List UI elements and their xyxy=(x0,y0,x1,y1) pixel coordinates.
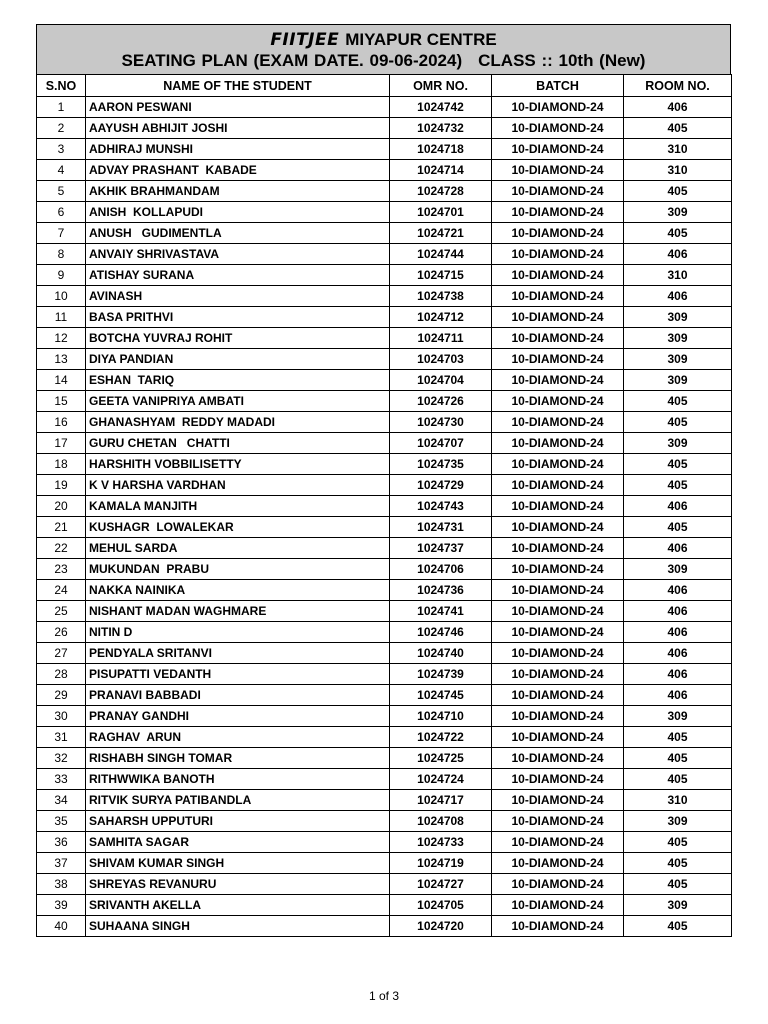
cell-sno: 28 xyxy=(37,664,86,685)
cell-student-name: SAMHITA SAGAR xyxy=(86,832,390,853)
cell-omr-no: 1024706 xyxy=(390,559,492,580)
cell-student-name: ANUSH GUDIMENTLA xyxy=(86,223,390,244)
cell-omr-no: 1024718 xyxy=(390,139,492,160)
cell-batch: 10-DIAMOND-24 xyxy=(492,391,624,412)
cell-student-name: RITHWWIKA BANOTH xyxy=(86,769,390,790)
cell-sno: 22 xyxy=(37,538,86,559)
cell-sno: 24 xyxy=(37,580,86,601)
cell-batch: 10-DIAMOND-24 xyxy=(492,223,624,244)
cell-student-name: AAYUSH ABHIJIT JOSHI xyxy=(86,118,390,139)
table-row xyxy=(37,391,732,412)
cell-sno: 32 xyxy=(37,748,86,769)
table-row xyxy=(37,139,732,160)
cell-student-name: SUHAANA SINGH xyxy=(86,916,390,937)
cell-room-no: 405 xyxy=(624,769,732,790)
cell-student-name: RAGHAV ARUN xyxy=(86,727,390,748)
table-row xyxy=(37,454,732,475)
cell-omr-no: 1024719 xyxy=(390,853,492,874)
cell-sno: 1 xyxy=(37,97,86,118)
cell-sno: 25 xyxy=(37,601,86,622)
cell-student-name: PISUPATTI VEDANTH xyxy=(86,664,390,685)
cell-room-no: 405 xyxy=(624,748,732,769)
cell-room-no: 406 xyxy=(624,601,732,622)
cell-batch: 10-DIAMOND-24 xyxy=(492,706,624,727)
cell-batch: 10-DIAMOND-24 xyxy=(492,244,624,265)
page-number: 1 of 3 xyxy=(368,989,400,1003)
cell-student-name: PRANAY GANDHI xyxy=(86,706,390,727)
table-row xyxy=(37,265,732,286)
centre-name: MIYAPUR CENTRE xyxy=(345,30,497,49)
cell-omr-no: 1024739 xyxy=(390,664,492,685)
cell-batch: 10-DIAMOND-24 xyxy=(492,181,624,202)
cell-room-no: 310 xyxy=(624,265,732,286)
cell-room-no: 309 xyxy=(624,433,732,454)
cell-sno: 15 xyxy=(37,391,86,412)
cell-sno: 21 xyxy=(37,517,86,538)
cell-batch: 10-DIAMOND-24 xyxy=(492,475,624,496)
table-row xyxy=(37,559,732,580)
cell-room-no: 309 xyxy=(624,307,732,328)
brand-logo-text: FIITJEE xyxy=(270,30,340,50)
cell-room-no: 406 xyxy=(624,685,732,706)
cell-room-no: 309 xyxy=(624,328,732,349)
cell-student-name: K V HARSHA VARDHAN xyxy=(86,475,390,496)
cell-sno: 4 xyxy=(37,160,86,181)
cell-batch: 10-DIAMOND-24 xyxy=(492,916,624,937)
cell-batch: 10-DIAMOND-24 xyxy=(492,286,624,307)
cell-sno: 14 xyxy=(37,370,86,391)
cell-sno: 30 xyxy=(37,706,86,727)
cell-omr-no: 1024737 xyxy=(390,538,492,559)
cell-omr-no: 1024708 xyxy=(390,811,492,832)
cell-student-name: RISHABH SINGH TOMAR xyxy=(86,748,390,769)
table-row xyxy=(37,517,732,538)
cell-student-name: NAKKA NAINIKA xyxy=(86,580,390,601)
document-header xyxy=(36,24,731,74)
cell-omr-no: 1024744 xyxy=(390,244,492,265)
cell-omr-no: 1024733 xyxy=(390,832,492,853)
header-line-2 xyxy=(37,50,730,72)
cell-omr-no: 1024715 xyxy=(390,265,492,286)
cell-student-name: MUKUNDAN PRABU xyxy=(86,559,390,580)
cell-student-name: SAHARSH UPPUTURI xyxy=(86,811,390,832)
cell-sno: 37 xyxy=(37,853,86,874)
cell-sno: 8 xyxy=(37,244,86,265)
cell-batch: 10-DIAMOND-24 xyxy=(492,139,624,160)
cell-batch: 10-DIAMOND-24 xyxy=(492,349,624,370)
cell-omr-no: 1024746 xyxy=(390,622,492,643)
cell-sno: 23 xyxy=(37,559,86,580)
seating-table xyxy=(36,74,732,937)
cell-sno: 27 xyxy=(37,643,86,664)
cell-batch: 10-DIAMOND-24 xyxy=(492,832,624,853)
table-row xyxy=(37,916,732,937)
table-row xyxy=(37,202,732,223)
cell-room-no: 406 xyxy=(624,97,732,118)
column-header-room: ROOM NO. xyxy=(624,75,732,97)
table-row xyxy=(37,370,732,391)
cell-room-no: 405 xyxy=(624,916,732,937)
cell-omr-no: 1024732 xyxy=(390,118,492,139)
cell-omr-no: 1024704 xyxy=(390,370,492,391)
cell-sno: 29 xyxy=(37,685,86,706)
cell-room-no: 406 xyxy=(624,496,732,517)
cell-batch: 10-DIAMOND-24 xyxy=(492,97,624,118)
column-header-omr: OMR NO. xyxy=(390,75,492,97)
cell-student-name: BASA PRITHVI xyxy=(86,307,390,328)
cell-batch: 10-DIAMOND-24 xyxy=(492,202,624,223)
cell-sno: 3 xyxy=(37,139,86,160)
cell-student-name: GHANASHYAM REDDY MADADI xyxy=(86,412,390,433)
cell-sno: 2 xyxy=(37,118,86,139)
table-row xyxy=(37,118,732,139)
cell-sno: 11 xyxy=(37,307,86,328)
cell-batch: 10-DIAMOND-24 xyxy=(492,622,624,643)
cell-batch: 10-DIAMOND-24 xyxy=(492,538,624,559)
cell-omr-no: 1024742 xyxy=(390,97,492,118)
cell-batch: 10-DIAMOND-24 xyxy=(492,790,624,811)
table-row xyxy=(37,181,732,202)
cell-omr-no: 1024726 xyxy=(390,391,492,412)
cell-room-no: 405 xyxy=(624,391,732,412)
cell-omr-no: 1024720 xyxy=(390,916,492,937)
cell-student-name: KAMALA MANJITH xyxy=(86,496,390,517)
table-row xyxy=(37,685,732,706)
table-row xyxy=(37,769,732,790)
table-row xyxy=(37,349,732,370)
cell-batch: 10-DIAMOND-24 xyxy=(492,748,624,769)
cell-sno: 20 xyxy=(37,496,86,517)
cell-omr-no: 1024722 xyxy=(390,727,492,748)
table-row xyxy=(37,664,732,685)
cell-room-no: 310 xyxy=(624,790,732,811)
cell-student-name: PRANAVI BABBADI xyxy=(86,685,390,706)
cell-sno: 40 xyxy=(37,916,86,937)
cell-batch: 10-DIAMOND-24 xyxy=(492,433,624,454)
cell-sno: 6 xyxy=(37,202,86,223)
cell-batch: 10-DIAMOND-24 xyxy=(492,160,624,181)
cell-room-no: 309 xyxy=(624,202,732,223)
table-row xyxy=(37,622,732,643)
cell-omr-no: 1024743 xyxy=(390,496,492,517)
cell-sno: 33 xyxy=(37,769,86,790)
cell-omr-no: 1024701 xyxy=(390,202,492,223)
cell-omr-no: 1024724 xyxy=(390,769,492,790)
table-row xyxy=(37,853,732,874)
cell-student-name: ESHAN TARIQ xyxy=(86,370,390,391)
cell-room-no: 405 xyxy=(624,853,732,874)
cell-sno: 36 xyxy=(37,832,86,853)
cell-omr-no: 1024736 xyxy=(390,580,492,601)
cell-batch: 10-DIAMOND-24 xyxy=(492,664,624,685)
cell-student-name: SHIVAM KUMAR SINGH xyxy=(86,853,390,874)
cell-room-no: 405 xyxy=(624,874,732,895)
cell-sno: 19 xyxy=(37,475,86,496)
cell-batch: 10-DIAMOND-24 xyxy=(492,895,624,916)
cell-room-no: 406 xyxy=(624,286,732,307)
cell-batch: 10-DIAMOND-24 xyxy=(492,265,624,286)
cell-sno: 38 xyxy=(37,874,86,895)
cell-omr-no: 1024731 xyxy=(390,517,492,538)
table-row xyxy=(37,97,732,118)
table-row xyxy=(37,643,732,664)
table-row xyxy=(37,244,732,265)
cell-student-name: ANISH KOLLAPUDI xyxy=(86,202,390,223)
table-row xyxy=(37,601,732,622)
cell-room-no: 405 xyxy=(624,832,732,853)
table-row xyxy=(37,727,732,748)
cell-student-name: BOTCHA YUVRAJ ROHIT xyxy=(86,328,390,349)
cell-sno: 9 xyxy=(37,265,86,286)
table-row xyxy=(37,790,732,811)
table-row xyxy=(37,580,732,601)
cell-student-name: HARSHITH VOBBILISETTY xyxy=(86,454,390,475)
table-row xyxy=(37,832,732,853)
column-header-batch: BATCH xyxy=(492,75,624,97)
cell-sno: 7 xyxy=(37,223,86,244)
cell-student-name: KUSHAGR LOWALEKAR xyxy=(86,517,390,538)
cell-batch: 10-DIAMOND-24 xyxy=(492,307,624,328)
cell-student-name: GURU CHETAN CHATTI xyxy=(86,433,390,454)
cell-batch: 10-DIAMOND-24 xyxy=(492,118,624,139)
cell-room-no: 406 xyxy=(624,622,732,643)
cell-batch: 10-DIAMOND-24 xyxy=(492,769,624,790)
table-row xyxy=(37,874,732,895)
cell-student-name: MEHUL SARDA xyxy=(86,538,390,559)
cell-student-name: DIYA PANDIAN xyxy=(86,349,390,370)
cell-batch: 10-DIAMOND-24 xyxy=(492,685,624,706)
seating-plan-sheet xyxy=(36,24,731,937)
cell-omr-no: 1024714 xyxy=(390,160,492,181)
cell-sno: 34 xyxy=(37,790,86,811)
cell-room-no: 406 xyxy=(624,580,732,601)
table-row xyxy=(37,538,732,559)
cell-batch: 10-DIAMOND-24 xyxy=(492,496,624,517)
table-row xyxy=(37,748,732,769)
cell-room-no: 405 xyxy=(624,118,732,139)
table-row xyxy=(37,286,732,307)
cell-student-name: ANVAIY SHRIVASTAVA xyxy=(86,244,390,265)
cell-room-no: 309 xyxy=(624,811,732,832)
table-row xyxy=(37,433,732,454)
cell-omr-no: 1024728 xyxy=(390,181,492,202)
cell-omr-no: 1024717 xyxy=(390,790,492,811)
cell-room-no: 310 xyxy=(624,160,732,181)
cell-room-no: 405 xyxy=(624,223,732,244)
cell-room-no: 405 xyxy=(624,181,732,202)
cell-omr-no: 1024740 xyxy=(390,643,492,664)
cell-batch: 10-DIAMOND-24 xyxy=(492,643,624,664)
cell-batch: 10-DIAMOND-24 xyxy=(492,811,624,832)
table-row xyxy=(37,307,732,328)
table-row xyxy=(37,160,732,181)
cell-omr-no: 1024710 xyxy=(390,706,492,727)
cell-batch: 10-DIAMOND-24 xyxy=(492,874,624,895)
cell-room-no: 405 xyxy=(624,454,732,475)
cell-omr-no: 1024727 xyxy=(390,874,492,895)
cell-student-name: SHREYAS REVANURU xyxy=(86,874,390,895)
cell-omr-no: 1024738 xyxy=(390,286,492,307)
cell-room-no: 405 xyxy=(624,475,732,496)
cell-student-name: ATISHAY SURANA xyxy=(86,265,390,286)
header-line-1 xyxy=(37,25,730,50)
cell-sno: 18 xyxy=(37,454,86,475)
cell-room-no: 405 xyxy=(624,517,732,538)
table-body xyxy=(37,97,732,937)
table-header-row xyxy=(37,75,732,97)
cell-omr-no: 1024721 xyxy=(390,223,492,244)
cell-student-name: ADHIRAJ MUNSHI xyxy=(86,139,390,160)
cell-sno: 17 xyxy=(37,433,86,454)
cell-room-no: 309 xyxy=(624,895,732,916)
cell-room-no: 405 xyxy=(624,412,732,433)
column-header-name: NAME OF THE STUDENT xyxy=(86,75,390,97)
cell-omr-no: 1024745 xyxy=(390,685,492,706)
cell-student-name: PENDYALA SRITANVI xyxy=(86,643,390,664)
table-row xyxy=(37,706,732,727)
cell-omr-no: 1024711 xyxy=(390,328,492,349)
cell-omr-no: 1024730 xyxy=(390,412,492,433)
cell-omr-no: 1024707 xyxy=(390,433,492,454)
table-row xyxy=(37,895,732,916)
cell-student-name: RITVIK SURYA PATIBANDLA xyxy=(86,790,390,811)
cell-omr-no: 1024705 xyxy=(390,895,492,916)
cell-room-no: 406 xyxy=(624,643,732,664)
cell-sno: 16 xyxy=(37,412,86,433)
cell-batch: 10-DIAMOND-24 xyxy=(492,517,624,538)
cell-omr-no: 1024741 xyxy=(390,601,492,622)
cell-room-no: 405 xyxy=(624,727,732,748)
cell-room-no: 309 xyxy=(624,559,732,580)
cell-room-no: 310 xyxy=(624,139,732,160)
column-header-sno: S.NO xyxy=(37,75,86,97)
cell-student-name: GEETA VANIPRIYA AMBATI xyxy=(86,391,390,412)
cell-sno: 26 xyxy=(37,622,86,643)
cell-batch: 10-DIAMOND-24 xyxy=(492,559,624,580)
cell-sno: 5 xyxy=(37,181,86,202)
cell-room-no: 406 xyxy=(624,538,732,559)
cell-student-name: SRIVANTH AKELLA xyxy=(86,895,390,916)
cell-sno: 12 xyxy=(37,328,86,349)
cell-batch: 10-DIAMOND-24 xyxy=(492,412,624,433)
cell-batch: 10-DIAMOND-24 xyxy=(492,580,624,601)
cell-omr-no: 1024712 xyxy=(390,307,492,328)
cell-batch: 10-DIAMOND-24 xyxy=(492,328,624,349)
cell-room-no: 309 xyxy=(624,706,732,727)
cell-batch: 10-DIAMOND-24 xyxy=(492,853,624,874)
cell-student-name: AARON PESWANI xyxy=(86,97,390,118)
table-row xyxy=(37,811,732,832)
cell-student-name: NITIN D xyxy=(86,622,390,643)
cell-omr-no: 1024735 xyxy=(390,454,492,475)
table-row xyxy=(37,223,732,244)
cell-sno: 10 xyxy=(37,286,86,307)
cell-student-name: AVINASH xyxy=(86,286,390,307)
cell-batch: 10-DIAMOND-24 xyxy=(492,727,624,748)
cell-sno: 13 xyxy=(37,349,86,370)
cell-batch: 10-DIAMOND-24 xyxy=(492,370,624,391)
table-row xyxy=(37,328,732,349)
cell-batch: 10-DIAMOND-24 xyxy=(492,454,624,475)
cell-sno: 39 xyxy=(37,895,86,916)
cell-batch: 10-DIAMOND-24 xyxy=(492,601,624,622)
cell-student-name: ADVAY PRASHANT KABADE xyxy=(86,160,390,181)
table-row xyxy=(37,412,732,433)
cell-room-no: 309 xyxy=(624,349,732,370)
cell-room-no: 406 xyxy=(624,244,732,265)
class-label: CLASS :: 10th (New) xyxy=(478,51,646,70)
cell-sno: 35 xyxy=(37,811,86,832)
plan-title: SEATING PLAN (EXAM DATE. 09-06-2024) xyxy=(121,51,463,70)
cell-omr-no: 1024703 xyxy=(390,349,492,370)
table-row xyxy=(37,496,732,517)
cell-omr-no: 1024729 xyxy=(390,475,492,496)
cell-omr-no: 1024725 xyxy=(390,748,492,769)
cell-room-no: 406 xyxy=(624,664,732,685)
cell-room-no: 309 xyxy=(624,370,732,391)
cell-sno: 31 xyxy=(37,727,86,748)
cell-student-name: AKHIK BRAHMANDAM xyxy=(86,181,390,202)
cell-student-name: NISHANT MADAN WAGHMARE xyxy=(86,601,390,622)
table-row xyxy=(37,475,732,496)
